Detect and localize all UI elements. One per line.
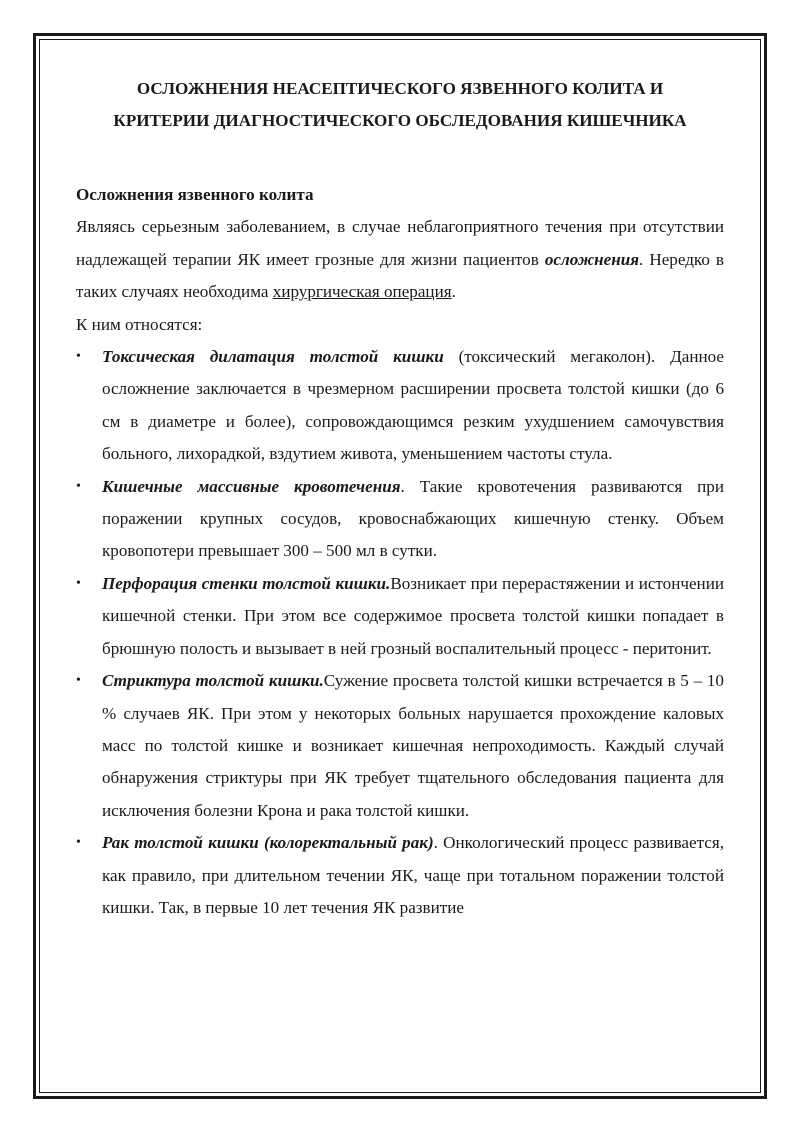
bullet-icon: • xyxy=(76,835,81,851)
list-item-text: . Такие кровотечения развиваются при поражении крупных сосудов, кровоснабжающих кишечную стенку. Объем кровопотери превышает 300 – 500 мл в сутки. xyxy=(102,476,724,561)
list-item xyxy=(76,827,724,924)
surgery-link[interactable]: хирургическая операция xyxy=(272,282,452,302)
list-item xyxy=(76,471,724,568)
intro-text-start: Являясь серьезным заболеванием, в случае неблагоприятного течения при отсутствии надлежащей терапии ЯК имеет грозные для жизни пациентов xyxy=(76,217,724,269)
list-item-term: Стриктура толстой кишки. xyxy=(102,671,324,691)
bullet-icon: • xyxy=(76,349,81,365)
list-item-text: . Онкологический процесс развивается, как правило, при длительном течении ЯК, чаще при тотальном поражении толстой кишки. Так, в первые 10 лет течения ЯК развитие xyxy=(102,833,724,917)
list-item xyxy=(76,568,724,665)
document-body xyxy=(76,70,724,924)
intro-text-middle: . Нередко в таких случаях необходима xyxy=(76,249,724,302)
title-line-2: КРИТЕРИИ ДИАГНОСТИЧЕСКОГО ОБСЛЕДОВАНИЯ КИШЕЧНИКА xyxy=(113,111,687,130)
bullet-icon: • xyxy=(76,673,81,689)
list-item-text: Сужение просвета толстой кишки встречается в 5 – 10 % случаев ЯК. При этом у некоторых больных нарушается прохождение каловых масс по толстой кишке и возникает кишечная непроходимость. Каждый случай обнаружения стриктуры при ЯК требует тщательного обследования пациента для исключения болезни Крона и рака толстой кишки. xyxy=(102,671,724,820)
list-item xyxy=(76,665,724,827)
list-item-term: Токсическая дилатация толстой кишки xyxy=(102,347,444,367)
title-line-1: ОСЛОЖНЕНИЯ НЕАСЕПТИЧЕСКОГО ЯЗВЕННОГО КОЛИТА И xyxy=(136,79,664,98)
list-item xyxy=(76,341,724,471)
list-item-term: Рак толстой кишки (колоректальный рак) xyxy=(102,833,434,853)
intro-paragraph xyxy=(76,211,724,308)
complications-list xyxy=(76,341,724,924)
document-title xyxy=(76,70,724,137)
list-item-text: Возникает при перерастяжении и истончении кишечной стенки. При этом все содержимое просвета толстой кишки попадает в брюшную полость и вызывает в ней грозный воспалительный процесс - перитонит. xyxy=(102,573,724,658)
list-intro: К ним относятся: xyxy=(76,314,203,334)
bullet-icon: • xyxy=(76,478,81,494)
list-item-text: (токсический мегаколон). Данное осложнение заключается в чрезмерном расширении просвета толстой кишки (до 6 см в диаметре и более), сопровождающимся резким ухудшением самочувствия больного, лихорадкой, вздутием живота, уменьшением частоты стула. xyxy=(102,347,724,464)
intro-term: осложнения xyxy=(544,249,640,269)
intro-text-end: . xyxy=(451,282,456,302)
list-item-term: Перфорация стенки толстой кишки. xyxy=(102,573,391,593)
list-item-term: Кишечные массивные кровотечения xyxy=(102,476,401,496)
bullet-icon: • xyxy=(76,575,81,591)
section-heading: Осложнения язвенного колита xyxy=(76,185,314,204)
